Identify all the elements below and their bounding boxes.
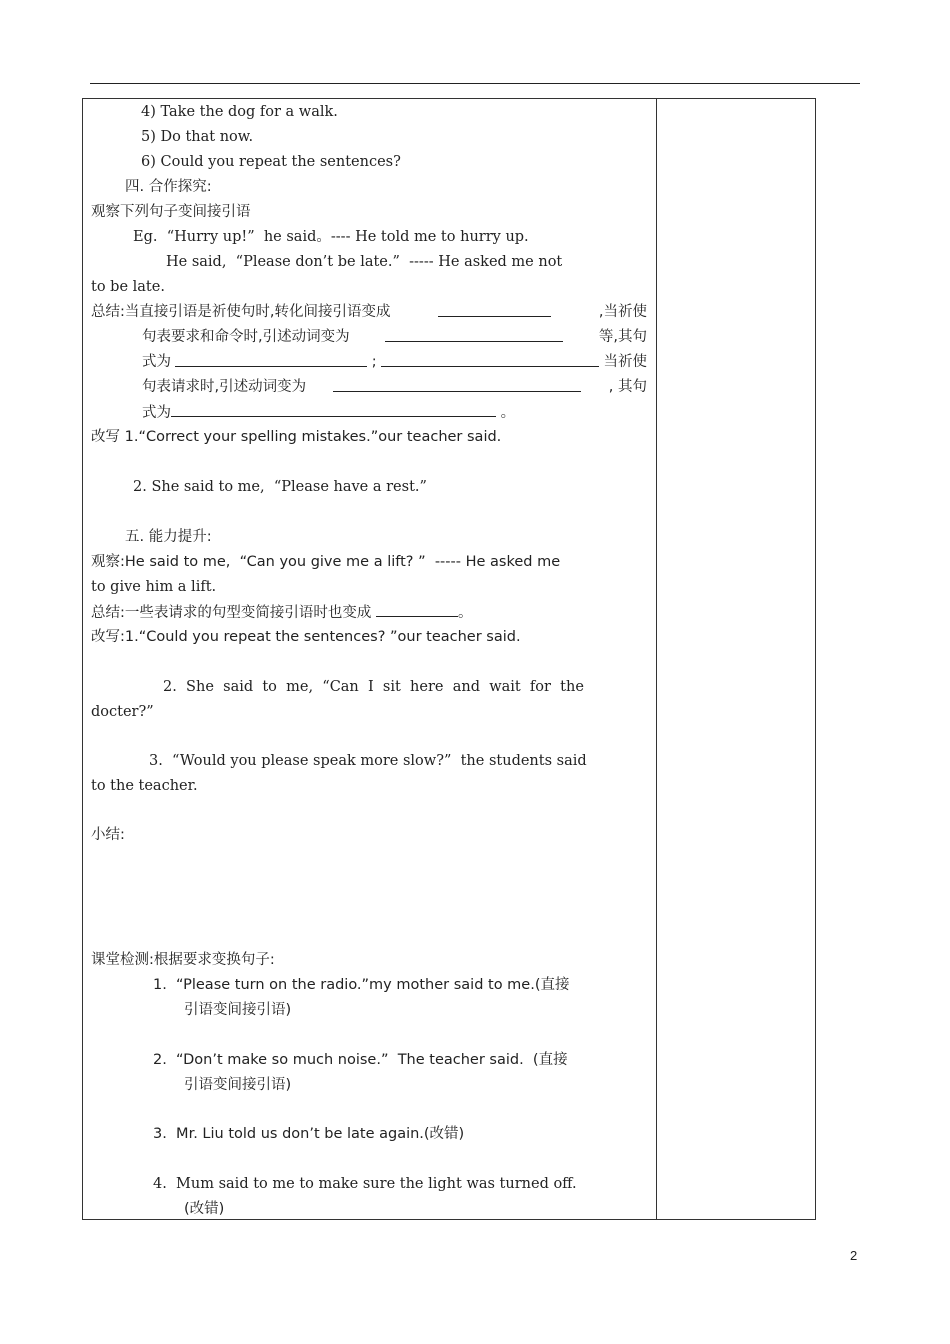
test-question: 引语变间接引语): [184, 1077, 292, 1093]
test-question: 4. Mum said to me to make sure the light was turned off.: [153, 1176, 577, 1192]
summary-text: 。: [500, 405, 516, 421]
summary-text: ;: [371, 354, 377, 370]
summary-text: 式为: [142, 405, 171, 421]
summary-text: 总结:一些表请求的句型变简接引语时也变成: [91, 605, 372, 621]
blank-line: [381, 352, 599, 367]
rewrite-exercise: to the teacher.: [91, 778, 198, 794]
test-heading: 课堂检测:根据要求变换句子:: [91, 952, 275, 968]
summary-text: 当祈使: [603, 354, 647, 370]
blank-line: [171, 402, 496, 417]
blank-line: [376, 602, 458, 617]
test-question: 3. Mr. Liu told us don’t be late again.(改错): [153, 1126, 465, 1142]
summary-line: [91, 602, 473, 623]
rewrite-exercise: docter?”: [91, 704, 154, 720]
example-line: He said, “Please don’t be late.” ----- He asked me not: [166, 254, 563, 270]
section-heading: 五. 能力提升:: [125, 529, 212, 545]
summary-line: [142, 402, 515, 423]
rewrite-exercise: 改写:1.“Could you repeat the sentences? ”our teacher said.: [91, 629, 521, 645]
test-question: 1. “Please turn on the radio.”my mother said to me.(直接: [153, 977, 570, 993]
rewrite-exercise: 改写 1.“Correct your spelling mistakes.”our teacher said.: [91, 429, 502, 445]
summary-line: [142, 352, 647, 372]
page-number: 2: [850, 1248, 858, 1263]
rewrite-exercise: 2. She said to me, “Can I sit here and wait for the: [163, 679, 584, 695]
section-heading: 四. 合作探究:: [125, 179, 212, 195]
observe-line: 观察:He said to me, “Can you give me a lift? ” ----- He asked me: [91, 554, 561, 570]
summary-line: [142, 327, 647, 347]
instruction-text: 观察下列句子变间接引语: [91, 204, 251, 220]
summary-line: [142, 377, 647, 397]
summary-text: , 其句: [608, 379, 647, 395]
header-rule: [90, 83, 860, 84]
list-item: 4) Take the dog for a walk.: [141, 104, 338, 120]
blank-line: [175, 352, 367, 367]
recap-label: 小结:: [91, 827, 125, 843]
test-question: 2. “Don’t make so much noise.” The teacher said. (直接: [153, 1052, 568, 1068]
summary-text: 句表要求和命令时,引述动词变为: [142, 329, 350, 345]
summary-text: 式为: [142, 354, 171, 370]
summary-text: ,当祈使: [598, 304, 647, 320]
summary-text: 等,其句: [598, 329, 647, 345]
summary-text: 总结:当直接引语是祈使句时,转化间接引语变成: [91, 304, 391, 320]
list-item: 5) Do that now.: [141, 129, 254, 145]
observe-line: to give him a lift.: [91, 579, 217, 595]
blank-line: [385, 327, 563, 342]
rewrite-exercise: 2. She said to me, “Please have a rest.”: [133, 479, 427, 495]
blank-line: [333, 377, 581, 392]
test-question: 引语变间接引语): [184, 1002, 292, 1018]
rewrite-exercise: 3. “Would you please speak more slow?” the students said: [149, 753, 587, 769]
blank-line: [438, 302, 551, 317]
example-line: to be late.: [91, 279, 165, 295]
example-line: Eg. “Hurry up!” he said。---- He told me to hurry up.: [133, 229, 529, 245]
summary-line: [91, 302, 647, 322]
summary-text: 句表请求时,引述动词变为: [142, 379, 307, 395]
column-divider: [656, 99, 657, 1219]
worksheet-table: [82, 98, 816, 1220]
test-question: (改错): [184, 1201, 225, 1217]
summary-text: 。: [458, 605, 473, 621]
list-item: 6) Could you repeat the sentences?: [141, 154, 401, 170]
